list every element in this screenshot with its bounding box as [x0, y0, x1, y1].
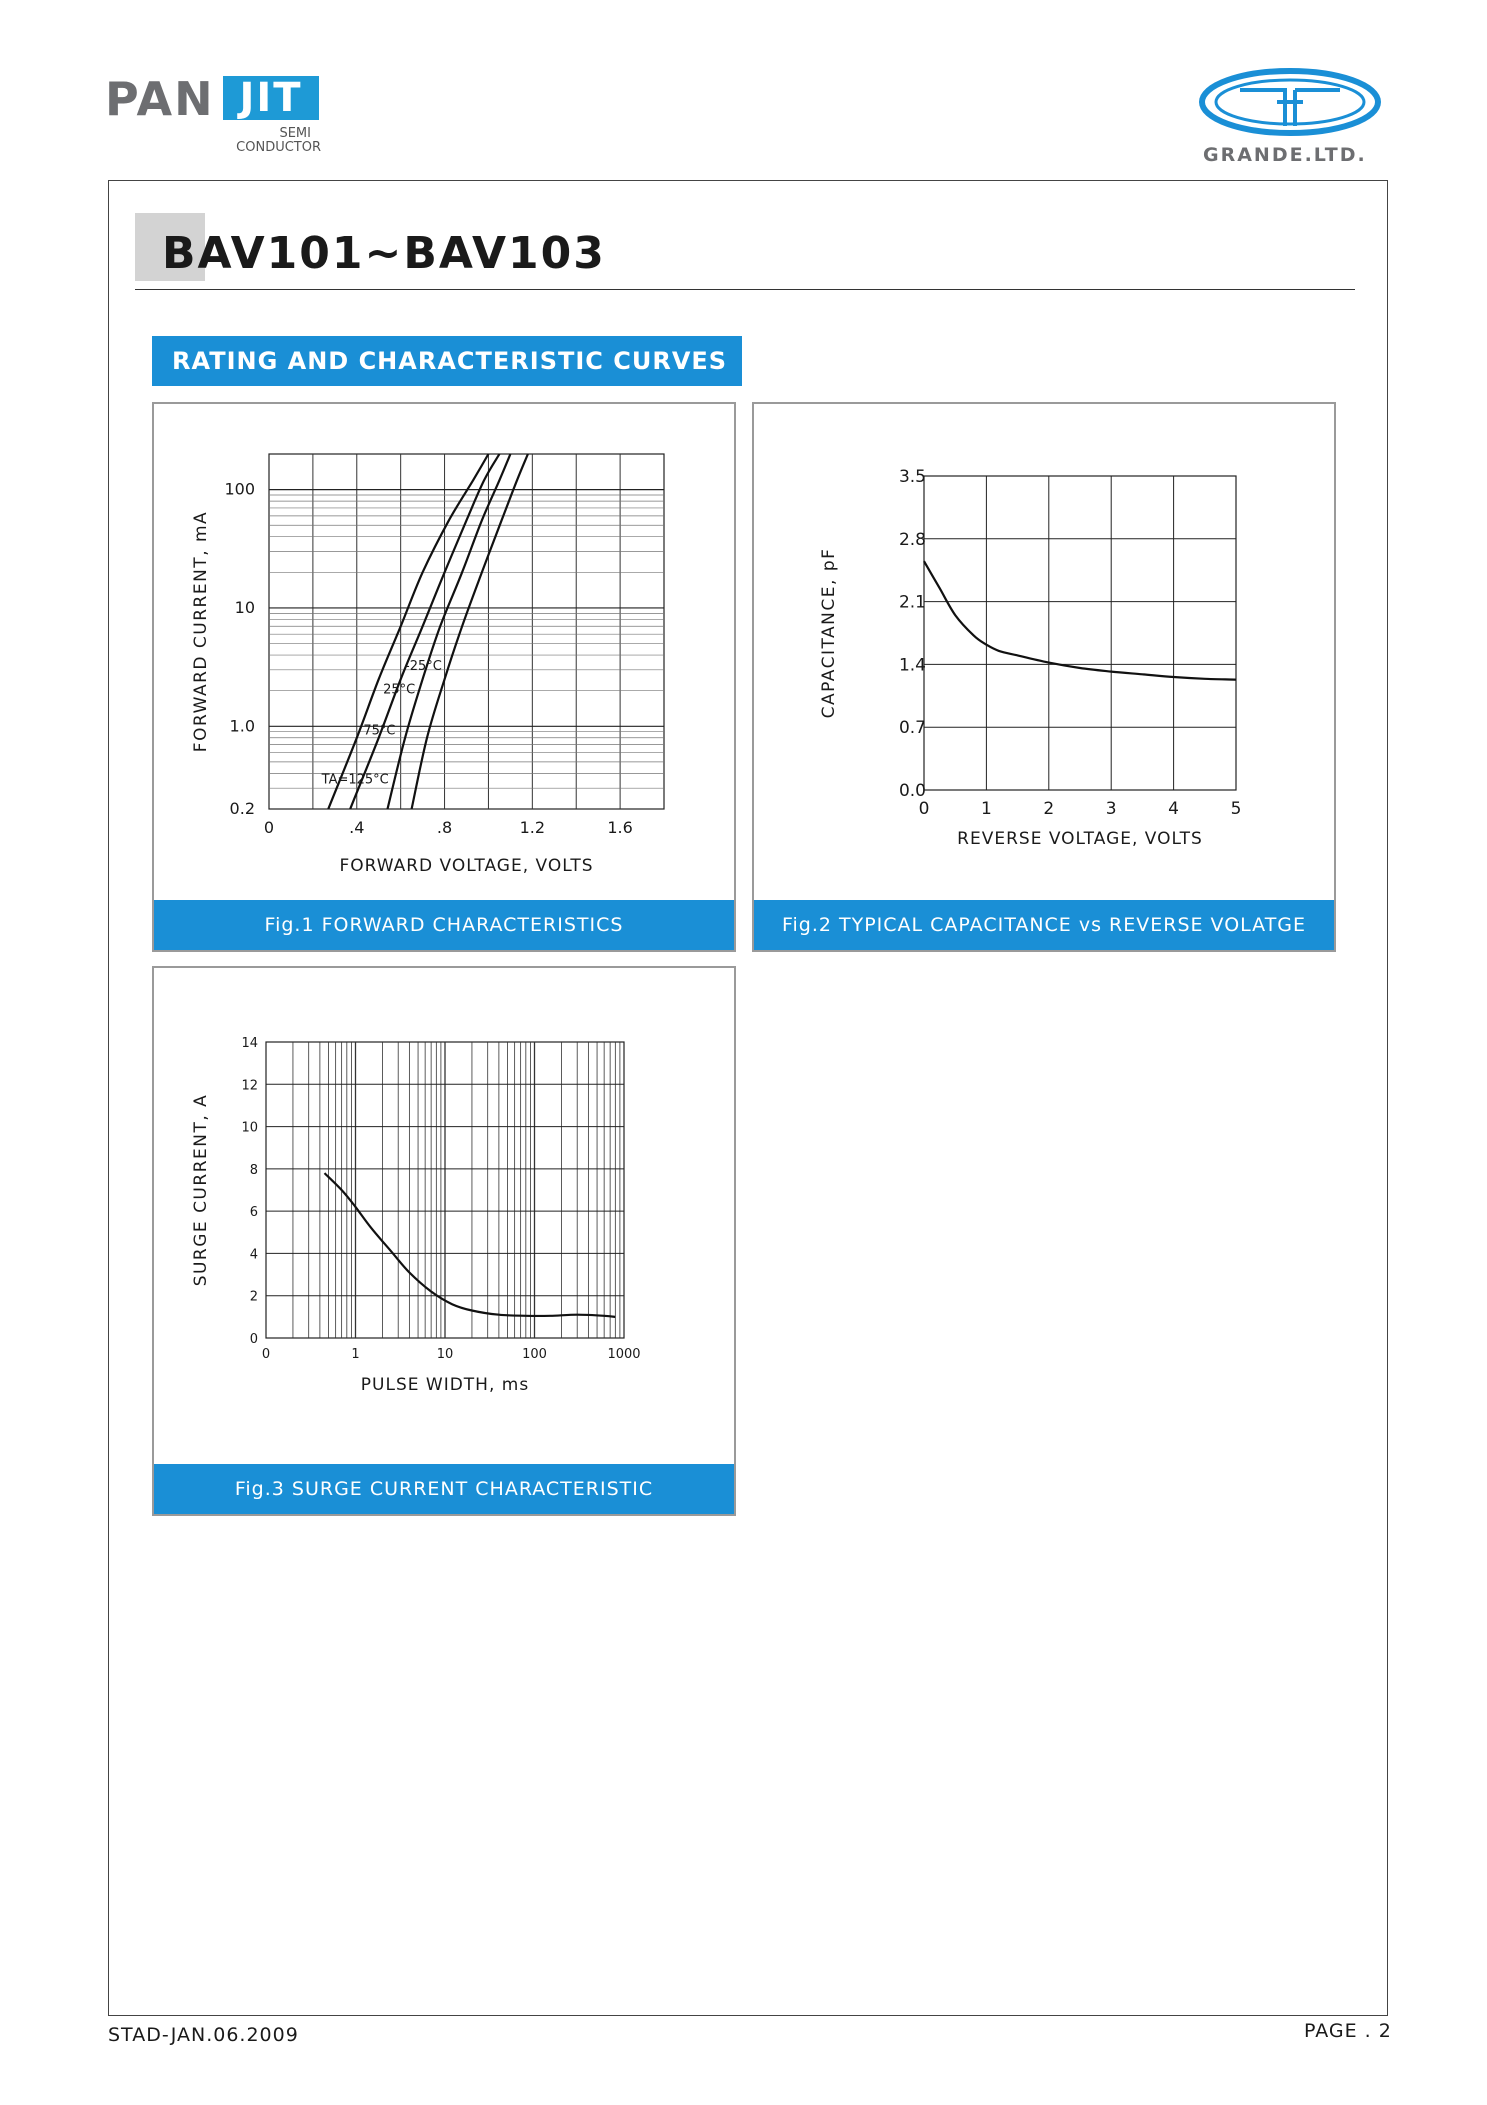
surge-current-chart: [154, 968, 734, 1464]
y-tick-label: 12: [241, 1078, 258, 1094]
x-axis-label: PULSE WIDTH, ms: [360, 1375, 530, 1395]
forward-characteristics-chart: [154, 404, 734, 900]
panjit-logo-conductor: CONDUCTOR: [236, 140, 321, 155]
x-tick-label: 10: [436, 1347, 454, 1362]
footer-page-number: PAGE . 2: [1304, 2020, 1392, 2042]
x-tick-label: 0: [263, 818, 275, 837]
figure-3-panel: [152, 966, 736, 1516]
x-tick-label: 1: [980, 799, 992, 819]
section-title: RATING AND CHARACTERISTIC CURVES: [152, 336, 742, 386]
x-tick-label: 2: [1043, 799, 1055, 819]
y-tick-label: 0.2: [229, 799, 255, 818]
x-tick-label: 1000: [607, 1347, 641, 1362]
figure-3-caption: Fig.3 SURGE CURRENT CHARACTERISTIC: [154, 1464, 734, 1514]
y-tick-label: 2: [249, 1289, 258, 1305]
x-tick-label: 0: [918, 799, 930, 819]
y-tick-label: 1.4: [898, 655, 926, 676]
y-tick-label: 0: [249, 1332, 258, 1347]
series-line: [412, 454, 528, 809]
y-tick-label: 1.0: [229, 716, 255, 736]
series-label: 25°C: [383, 682, 416, 698]
x-tick-label: .4: [349, 818, 365, 837]
figure-1-caption: Fig.1 FORWARD CHARACTERISTICS: [154, 900, 734, 950]
y-axis-label: SURGE CURRENT, A: [191, 1093, 211, 1287]
series-label: -25°C: [405, 658, 442, 674]
series-line: [924, 561, 1236, 680]
grande-logo-emblem-icon: [1195, 68, 1385, 140]
y-tick-label: 10: [241, 1120, 258, 1136]
x-tick-label: 100: [522, 1347, 547, 1362]
x-axis-label: FORWARD VOLTAGE, VOLTS: [339, 856, 594, 876]
y-tick-label: 3.5: [898, 467, 926, 487]
x-tick-label: 3: [1105, 799, 1117, 819]
y-tick-label: 4: [249, 1247, 258, 1263]
figure-1-panel: [152, 402, 736, 952]
grande-logo: [1195, 68, 1385, 168]
x-tick-label: 1: [351, 1347, 360, 1362]
x-tick-label: 4: [1168, 799, 1180, 819]
y-axis-label: CAPACITANCE, pF: [819, 547, 839, 719]
x-tick-label: 1.2: [519, 818, 546, 837]
footer-date: STAD-JAN.06.2009: [108, 2024, 299, 2046]
y-tick-label: 8: [249, 1162, 258, 1178]
y-tick-label: 0.0: [898, 781, 926, 801]
grande-logo-text: GRANDE.LTD.: [1203, 144, 1367, 166]
series-label: 75°C: [363, 723, 396, 739]
plot-area: [269, 454, 664, 809]
x-tick-label: 0: [261, 1347, 271, 1362]
y-tick-label: 100: [224, 479, 255, 499]
y-axis-label: FORWARD CURRENT, mA: [191, 510, 211, 753]
y-tick-label: 0.7: [898, 718, 926, 739]
panjit-logo-jit: JIT: [223, 76, 319, 120]
series-line: [350, 454, 499, 809]
panjit-logo: [105, 70, 325, 160]
y-tick-label: 14: [241, 1036, 258, 1051]
figure-2-panel: [752, 402, 1336, 952]
y-tick-label: 2.8: [898, 529, 926, 550]
y-tick-label: 2.1: [898, 592, 926, 613]
series-label: TA=125°C: [321, 772, 389, 788]
x-tick-label: .8: [436, 818, 453, 837]
series-line: [388, 454, 511, 809]
x-axis-label: REVERSE VOLTAGE, VOLTS: [957, 829, 1203, 849]
panjit-logo-semi: SEMI: [279, 126, 311, 141]
x-tick-label: 1.6: [607, 818, 633, 837]
capacitance-chart: [754, 404, 1334, 900]
panjit-logo-pan: PAN: [105, 72, 215, 126]
page-title: BAV101~BAV103: [162, 228, 606, 279]
title-divider: [135, 289, 1355, 290]
y-tick-label: 6: [249, 1205, 258, 1221]
series-line: [328, 454, 488, 809]
y-tick-label: 10: [234, 597, 255, 617]
figure-2-caption: Fig.2 TYPICAL CAPACITANCE vs REVERSE VOLATGE: [754, 900, 1334, 950]
x-tick-label: 5: [1230, 799, 1242, 819]
